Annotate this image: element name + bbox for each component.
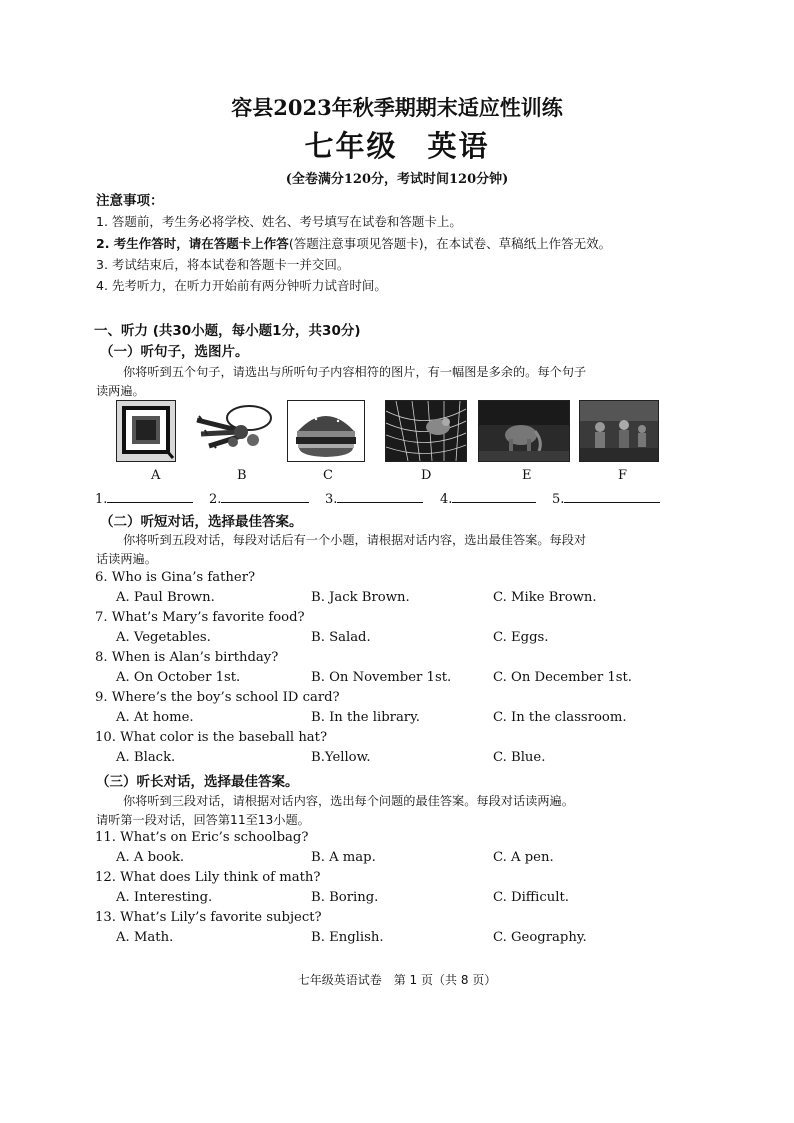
- question-8: 8. When is Alan’s birthday?: [95, 650, 279, 665]
- question-10-option-b: B.Yellow.: [311, 750, 371, 765]
- picture-label-f: F: [618, 468, 628, 483]
- question-12-option-b: B. Boring.: [311, 890, 379, 905]
- question-13: 13. What’s Lily’s favorite subject?: [95, 910, 322, 925]
- question-9-option-a: A. At home.: [116, 710, 194, 725]
- question-10-option-c: C. Blue.: [493, 750, 546, 765]
- answer-blank-1[interactable]: [95, 489, 193, 507]
- picture-label-c: C: [323, 468, 333, 483]
- question-6-option-b: B. Jack Brown.: [311, 590, 410, 605]
- answer-blank-number: 1.: [95, 492, 108, 507]
- question-12: 12. What does Lily think of math?: [95, 870, 321, 885]
- answer-blank-2[interactable]: [209, 489, 309, 507]
- answer-blank-5[interactable]: [552, 489, 660, 507]
- part2-instruction-line1: 你将听到五段对话，每段对话后有一个小题，请根据对话内容，选出最佳答案。每段对: [123, 533, 587, 547]
- answer-blank-3[interactable]: [325, 489, 423, 507]
- hamburger-icon: [288, 401, 364, 461]
- answer-blank-number: 5.: [552, 492, 565, 507]
- question-9-option-b: B. In the library.: [311, 710, 420, 725]
- part2-instruction-line2: 话读两遍。: [96, 552, 157, 566]
- part1-instruction-line2: 读两遍。: [96, 384, 145, 398]
- picture-d-bird: [385, 400, 467, 462]
- part1-instruction-line1: 你将听到五个句子，请选出与所听句子内容相符的图片，有一幅图是多余的。每个句子: [123, 365, 587, 379]
- part2-heading: （二）听短对话，选择最佳答案。: [100, 514, 303, 530]
- picture-label-a: A: [151, 468, 161, 483]
- picture-f-scene: [579, 400, 659, 462]
- question-9-option-c: C. In the classroom.: [493, 710, 627, 725]
- part3-instruction-line1: 你将听到三段对话，请根据对话内容，选出每个问题的最佳答案。每段对话读两遍。: [123, 794, 574, 808]
- question-7: 7. What’s Mary’s favorite food?: [95, 610, 305, 625]
- note-item-1: 1. 答题前，考生务必将学校、姓名、考号填写在试卷和答题卡上。: [96, 214, 462, 229]
- keys-icon: [189, 400, 277, 460]
- question-13-option-b: B. English.: [311, 930, 384, 945]
- exam-subject: [0, 124, 794, 165]
- question-11: 11. What’s on Eric’s schoolbag?: [95, 830, 309, 845]
- bird-in-net-icon: [386, 401, 466, 461]
- subject-label: 英语: [427, 129, 490, 163]
- question-6-option-c: C. Mike Brown.: [493, 590, 597, 605]
- question-12-option-c: C. Difficult.: [493, 890, 569, 905]
- question-8-option-b: B. On November 1st.: [311, 670, 452, 685]
- question-7-option-a: A. Vegetables.: [116, 630, 211, 645]
- question-6: 6. Who is Gina’s father?: [95, 570, 256, 585]
- picture-a-frame: [116, 400, 176, 462]
- note-item-2: [96, 234, 611, 252]
- question-11-option-c: C. A pen.: [493, 850, 554, 865]
- section1-heading: 一、听力 (共30小题，每小题1分，共30分): [94, 323, 361, 339]
- answer-blank-number: 2.: [209, 492, 222, 507]
- page-footer: 七年级英语试卷 第 1 页（共 8 页）: [297, 973, 497, 987]
- question-6-option-a: A. Paul Brown.: [116, 590, 215, 605]
- question-10-option-a: A. Black.: [116, 750, 176, 765]
- notes-heading: 注意事项：: [96, 193, 164, 209]
- part3-instruction-line2: 请听第一段对话，回答第11至13小题。: [96, 813, 310, 827]
- picture-label-e: E: [522, 468, 532, 483]
- question-12-option-a: A. Interesting.: [116, 890, 213, 905]
- picture-frame-icon: [117, 401, 175, 461]
- part1-heading: （一）听句子，选图片。: [100, 344, 249, 360]
- answer-blank-4[interactable]: [440, 489, 536, 507]
- question-7-option-c: C. Eggs.: [493, 630, 549, 645]
- note-item-3: 3. 考试结束后，将本试卷和答题卡一并交回。: [96, 257, 350, 272]
- part3-heading: （三）听长对话，选择最佳答案。: [96, 774, 299, 790]
- picture-label-d: D: [421, 468, 432, 483]
- note-item-2-rest: (答题注意事项见答题卡)，在本试卷、草稿纸上作答无效。: [288, 236, 612, 251]
- picture-b-keys: [189, 400, 277, 460]
- people-scene-icon: [580, 401, 658, 461]
- question-8-option-c: C. On December 1st.: [493, 670, 632, 685]
- question-8-option-a: A. On October 1st.: [116, 670, 241, 685]
- question-9: 9. Where’s the boy’s school ID card?: [95, 690, 340, 705]
- answer-blank-number: 3.: [325, 492, 338, 507]
- note-item-4: 4. 先考听力，在听力开始前有两分钟听力试音时间。: [96, 278, 387, 293]
- exam-title: 容县2023年秋季期期末适应性训练: [231, 95, 563, 120]
- question-13-option-a: A. Math.: [116, 930, 174, 945]
- answer-blank-number: 4.: [440, 492, 453, 507]
- picture-c-hamburger: [287, 400, 365, 462]
- grade-label: 七年级: [304, 129, 398, 163]
- note-item-2-bold: 2. 考生作答时，请在答题卡上作答: [96, 236, 289, 251]
- question-10: 10. What color is the baseball hat?: [95, 730, 328, 745]
- picture-label-b: B: [237, 468, 247, 483]
- question-11-option-a: A. A book.: [116, 850, 185, 865]
- score-note: (全卷满分120分，考试时间120分钟): [285, 172, 509, 187]
- question-7-option-b: B. Salad.: [311, 630, 371, 645]
- question-13-option-c: C. Geography.: [493, 930, 587, 945]
- picture-e-scene: [478, 400, 570, 462]
- elephant-scene-icon: [479, 401, 569, 461]
- question-11-option-b: B. A map.: [311, 850, 376, 865]
